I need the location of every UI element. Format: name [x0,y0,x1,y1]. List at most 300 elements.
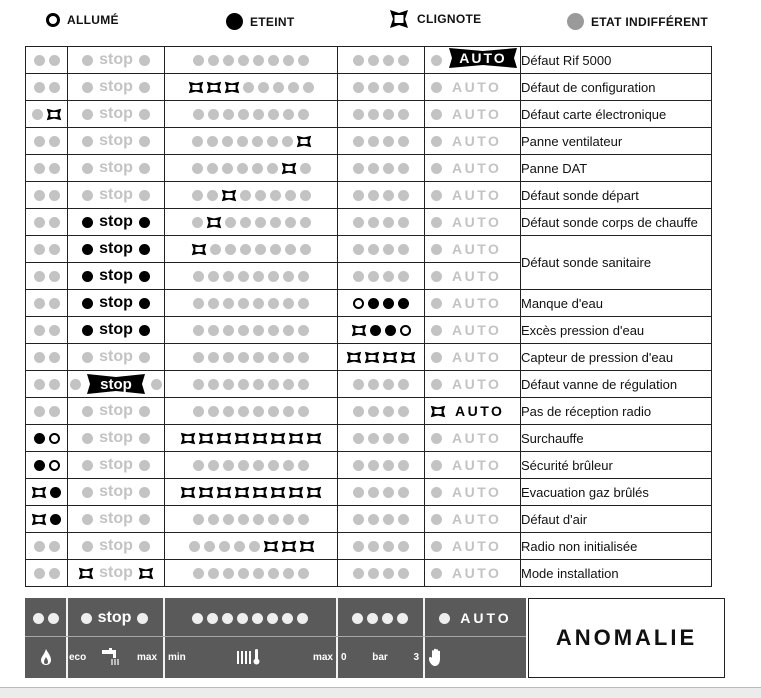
stop-led-group [68,155,164,181]
auto-led-group [425,74,520,100]
stop-cell [68,533,165,560]
stop-cell [68,398,165,425]
led [283,568,294,579]
auto-led-group [425,236,520,262]
temperature-leds-cell [165,506,338,533]
blink-icon [430,405,446,418]
anomalie-title: ANOMALIE [528,598,725,678]
led [49,379,60,390]
flame-icon [25,644,66,670]
led [353,136,364,147]
fault-label: Excès pression d'eau [521,317,712,344]
led [49,298,60,309]
led [268,325,279,336]
led-group [338,47,424,73]
led [139,82,150,93]
led [282,136,293,147]
led [255,244,266,255]
led-group [165,479,337,505]
led [368,568,379,579]
blink-icon [188,81,204,94]
auto-led-group [425,560,520,586]
stop-led-group [68,74,164,100]
led [397,613,408,624]
auto-label: AUTO [452,160,502,176]
led [34,541,45,552]
led [253,298,264,309]
blink-icon [306,486,322,499]
led [223,325,234,336]
led-group [26,74,67,100]
auto-label: AUTO [452,133,502,149]
table-row [26,155,712,182]
stop-led-group [68,560,164,586]
led [270,190,281,201]
pressure-leds-cell [338,182,425,209]
led [383,244,394,255]
temperature-leds-cell [165,371,338,398]
led [431,298,442,309]
led-group [26,209,67,235]
stop-led-group [68,236,164,262]
stop-cell [68,263,165,290]
led [139,325,150,336]
auto-label: AUTO [455,403,505,419]
led [49,325,60,336]
stop-label: stop [99,186,133,203]
temperature-leds-cell [165,74,338,101]
led [210,244,221,255]
led [208,55,219,66]
pressure-leds-cell [338,425,425,452]
led [283,109,294,120]
led-group [338,236,424,262]
led [48,613,59,624]
led [237,163,248,174]
led [223,271,234,282]
led [49,190,60,201]
led-group [165,425,337,451]
led [253,55,264,66]
fault-label: Radio non initialisée [521,533,712,560]
led [193,406,204,417]
stop-cell [68,506,165,533]
led [383,379,394,390]
temperature-leds-cell [165,209,338,236]
panel-stop-leds [66,603,163,633]
led [82,433,93,444]
blink-icon [288,432,304,445]
stop-led-group [68,479,164,505]
led-group [338,74,424,100]
led-group [338,182,424,208]
led [298,406,309,417]
led [368,271,379,282]
led [267,613,278,624]
led [298,55,309,66]
led [398,271,409,282]
led [49,460,60,471]
temperature-leds-cell [165,479,338,506]
led [208,298,219,309]
auto-led-group [425,452,520,478]
led [383,55,394,66]
led [431,55,442,66]
led [82,352,93,363]
blink-icon [263,540,279,553]
led [34,298,45,309]
led [431,352,442,363]
table-row [26,47,712,74]
led [82,244,93,255]
table-row [26,317,712,344]
led [193,55,204,66]
stop-label: stop [99,78,133,95]
led [283,55,294,66]
led [385,325,396,336]
led [253,379,264,390]
fault-label: Mode installation [521,560,712,587]
led [288,82,299,93]
led-group [26,317,67,343]
led [189,541,200,552]
led [431,487,442,498]
auto-cell [425,452,521,479]
led [298,325,309,336]
blink-icon [252,486,268,499]
auto-led-group [425,506,520,532]
pressure-leds-cell [338,290,425,317]
burner-leds-cell [26,182,68,209]
stop-led-group [68,128,164,154]
led [207,136,218,147]
led [431,460,442,471]
led [137,613,148,624]
led [223,514,234,525]
led [82,487,93,498]
led [193,568,204,579]
led [353,244,364,255]
led [267,163,278,174]
pressure-leds-cell [338,47,425,74]
led [34,217,45,228]
led-group [338,452,424,478]
led [82,298,93,309]
fault-label: Surchauffe [521,425,712,452]
led-group [338,398,424,424]
table-row [26,533,712,560]
stop-led-group [68,182,164,208]
auto-led-group [425,290,520,316]
led [208,352,219,363]
led-group [165,155,337,181]
led [49,568,60,579]
led [49,433,60,444]
auto-label: AUTO [452,106,502,122]
led [283,352,294,363]
led [431,136,442,147]
stop-led-group [68,101,164,127]
auto-led-group [425,479,520,505]
led-group [338,155,424,181]
blink-icon [234,432,250,445]
burner-leds-cell [26,452,68,479]
stop-label: stop [99,267,133,284]
table-row [26,182,712,209]
pressure-leds-cell [338,533,425,560]
led [298,460,309,471]
led [49,163,60,174]
table-row [26,398,712,425]
burner-leds-cell [26,209,68,236]
led [208,406,219,417]
led [238,271,249,282]
led [208,568,219,579]
led-group [165,47,337,73]
led [368,109,379,120]
led [431,433,442,444]
led [50,514,61,525]
led [238,406,249,417]
table-row [26,479,712,506]
led [282,613,293,624]
table-row [26,452,712,479]
led [139,514,150,525]
led [208,109,219,120]
led [398,514,409,525]
temperature-leds-cell [165,290,338,317]
auto-cell [425,344,521,371]
led-group [165,317,337,343]
blink-icon [31,513,47,526]
eco-label: eco [69,651,87,663]
led [353,379,364,390]
auto-label: AUTO [452,295,502,311]
panel-auto-label: AUTO [460,610,512,626]
temperature-leds-cell [165,263,338,290]
led-group [338,317,424,343]
dhw-max-label: max [136,651,157,663]
led-group [26,452,67,478]
led [352,613,363,624]
stop-led-group [68,290,164,316]
fault-label: Défaut carte électronique [521,101,712,128]
auto-cell [425,74,521,101]
led [368,136,379,147]
legend-indifferent-label: ETAT INDIFFÉRENT [591,14,709,29]
led [431,163,442,174]
led [238,325,249,336]
burner-leds-cell [26,155,68,182]
stop-label: stop [99,240,133,257]
burner-leds-cell [26,47,68,74]
led-group [26,155,67,181]
blink-icon [138,567,154,580]
pressure-leds-cell [338,452,425,479]
stop-led-group [68,371,164,397]
temperature-leds-cell [165,47,338,74]
auto-cell [425,209,521,236]
stop-cell [68,209,165,236]
led [285,244,296,255]
temperature-leds-cell [165,101,338,128]
led [193,271,204,282]
led-group [26,182,67,208]
led [49,244,60,255]
led [139,487,150,498]
pressure-leds-cell [338,128,425,155]
auto-cell [425,182,521,209]
led-group [165,128,337,154]
led [139,217,150,228]
auto-cell [425,317,521,344]
led [353,82,364,93]
legend-clignote [388,9,481,29]
led [240,190,251,201]
led [353,514,364,525]
led [253,514,264,525]
stop-label: stop [99,456,133,473]
led-group [26,263,67,289]
led [225,244,236,255]
auto-cell [425,506,521,533]
burner-leds-cell [26,506,68,533]
pressure-leds-cell [338,344,425,371]
led [139,352,150,363]
auto-led-group [425,209,520,235]
led-group [26,128,67,154]
blink-icon [31,486,47,499]
legend-allume [46,13,119,27]
led [234,541,245,552]
led [431,82,442,93]
led [431,190,442,201]
blink-icon [216,432,232,445]
led [193,298,204,309]
led [252,163,263,174]
temperature-leds-cell [165,425,338,452]
temperature-leds-cell [165,128,338,155]
led [49,541,60,552]
led [82,190,93,201]
led [252,613,263,624]
pressure-leds-cell [338,398,425,425]
led-group [165,560,337,586]
led [139,271,150,282]
led [439,613,450,624]
led [268,514,279,525]
auto-label: AUTO [452,457,502,473]
led [70,379,81,390]
blink-icon [306,432,322,445]
led [268,568,279,579]
led [82,136,93,147]
blink-icon [400,351,416,364]
led-group [165,236,337,262]
legend [0,0,761,46]
auto-label: AUTO [452,484,502,500]
led [353,190,364,201]
table-row [26,506,712,533]
stop-led-group [68,425,164,451]
temp-max-label: max [312,651,333,663]
led [353,163,364,174]
led [283,406,294,417]
fault-label: Défaut d'air [521,506,712,533]
led [34,406,45,417]
led [298,109,309,120]
led [383,541,394,552]
led [139,244,150,255]
table-row [26,236,712,263]
stop-cell [68,290,165,317]
panel-pressure-leds [336,603,423,633]
led [383,163,394,174]
blink-icon [351,324,367,337]
stop-cell [68,47,165,74]
stop-label: stop [99,348,133,365]
pressure-leds-cell [338,236,425,263]
burner-leds-cell [26,74,68,101]
hand-icon [429,644,459,670]
blink-icon [270,486,286,499]
led [383,109,394,120]
led [398,163,409,174]
led [368,82,379,93]
burner-leds-cell [26,398,68,425]
led [253,460,264,471]
table-row [26,101,712,128]
led [49,352,60,363]
led [367,613,378,624]
led [368,460,379,471]
auto-label: AUTO [452,187,502,203]
led [139,298,150,309]
led [283,325,294,336]
auto-led-group [425,533,520,559]
led [353,541,364,552]
fault-label: Panne DAT [521,155,712,182]
stop-cell [68,155,165,182]
led [398,217,409,228]
led [268,109,279,120]
led [139,460,150,471]
led [82,55,93,66]
blink-icon [206,81,222,94]
auto-label: AUTO [452,214,502,230]
led [398,487,409,498]
blink-icon [288,486,304,499]
led [300,217,311,228]
led [34,163,45,174]
led [208,460,219,471]
led [431,325,442,336]
led-group [165,209,337,235]
led [139,109,150,120]
stop-led-group [68,398,164,424]
led-group [165,371,337,397]
auto-label: AUTO [452,511,502,527]
led [298,568,309,579]
led [431,271,442,282]
auto-led-group [425,155,520,181]
led-group [26,533,67,559]
led [368,487,379,498]
auto-label: AUTO [459,49,507,66]
pressure-leds-cell [338,74,425,101]
led [243,82,254,93]
led [300,163,311,174]
